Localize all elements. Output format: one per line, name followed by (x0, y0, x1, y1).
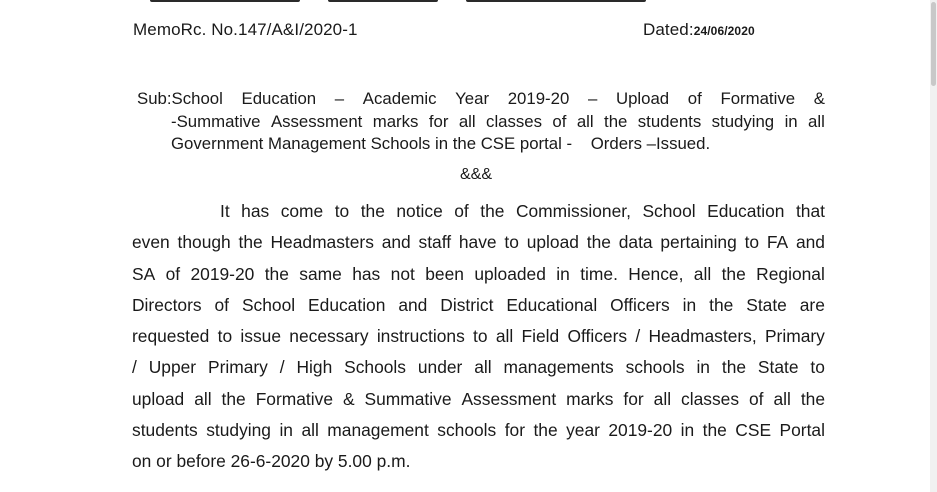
word: marks (372, 111, 419, 131)
dated-value: 24/06/2020 (693, 24, 755, 38)
body-paragraph (132, 196, 825, 478)
word: the (709, 294, 734, 315)
word: Primary (207, 357, 268, 378)
word: classes (486, 111, 543, 131)
word: same (299, 263, 342, 284)
word: data (618, 232, 653, 253)
word: has (241, 201, 270, 221)
scrollbar-thumb[interactable] (931, 2, 936, 86)
word: -Summative (171, 111, 261, 131)
memo-date (643, 20, 755, 40)
word: & (342, 388, 355, 409)
word: / (279, 357, 285, 378)
word: Formative (255, 388, 333, 409)
word: management (327, 420, 429, 441)
word: schools (437, 420, 497, 441)
vertical-scrollbar[interactable] (930, 0, 937, 492)
word: to (473, 326, 488, 347)
word: the (264, 263, 289, 284)
word: marks (566, 388, 614, 409)
body-line (132, 196, 825, 227)
word: to (504, 232, 519, 253)
word: Headmasters, (648, 326, 757, 347)
word: come (280, 201, 324, 221)
word: on or before 26-6-2020 by 5.00 p.m. (132, 451, 411, 472)
word: Field (521, 326, 560, 347)
subject-line-3: Government Management Schools in the CSE portal - Orders –Issued. (171, 134, 711, 153)
word: Formative (720, 89, 796, 108)
word: the (721, 263, 746, 284)
section-separator: &&& (460, 166, 493, 183)
word: pertaining (660, 232, 737, 253)
word: Summative (364, 388, 452, 409)
word: all (194, 388, 212, 409)
word: Portal (779, 420, 825, 441)
word: under (417, 357, 463, 378)
word: / (132, 357, 137, 378)
word: 2019-20 (507, 89, 570, 108)
word: all (773, 388, 791, 409)
word: Education (707, 201, 785, 221)
word: managements (503, 357, 614, 378)
body-line (132, 384, 825, 415)
word: in (696, 357, 710, 378)
word: of (552, 111, 567, 131)
word: uploaded (474, 263, 546, 284)
word: the (480, 201, 505, 221)
word: / (635, 326, 641, 347)
word: to (334, 201, 350, 221)
body-line (132, 352, 825, 383)
word: necessary (289, 326, 369, 347)
memo-header-row (133, 20, 773, 42)
word: not (390, 263, 415, 284)
word: all (458, 111, 476, 131)
word: have (458, 232, 497, 253)
word: instructions (376, 326, 465, 347)
cropped-heading-fragment (150, 0, 670, 2)
word: FA (766, 232, 789, 253)
word: staff (418, 232, 452, 253)
word: Assessment (270, 111, 363, 131)
word: in (279, 420, 293, 441)
word: year (566, 420, 600, 441)
word: Sub:School (137, 89, 223, 108)
word: Upload (615, 89, 670, 108)
word: for (504, 420, 525, 441)
word: Hence, (628, 263, 684, 284)
word: of (214, 294, 230, 315)
word: all (474, 357, 492, 378)
word: Education (241, 89, 317, 108)
word: and (398, 294, 428, 315)
word: all (808, 111, 825, 131)
word: & (813, 89, 825, 108)
word: It (220, 201, 230, 221)
word: Upper (148, 357, 197, 378)
word: Primary (764, 326, 825, 347)
word: School (241, 294, 296, 315)
word: – (334, 89, 345, 108)
word: that (795, 201, 825, 221)
word: has (352, 263, 381, 284)
subject-line-1 (137, 88, 825, 111)
word: Educational (506, 294, 598, 315)
word: the (360, 201, 385, 221)
body-line (132, 290, 825, 321)
word: and (795, 232, 825, 253)
word: Officers (610, 294, 670, 315)
word: all (653, 388, 672, 409)
dated-label: Dated: (643, 20, 694, 39)
word: Assessment (461, 388, 557, 409)
word: all (301, 420, 319, 441)
word: Schools (344, 357, 406, 378)
word: upload (526, 232, 579, 253)
word: the (702, 420, 727, 441)
word: upload (132, 388, 185, 409)
word: schools (625, 357, 685, 378)
word: the (221, 388, 246, 409)
word: the (721, 357, 747, 378)
word: all (495, 326, 514, 347)
word: Officers (567, 326, 628, 347)
word: students (132, 420, 198, 441)
word: been (425, 263, 464, 284)
word: 2019-20 (608, 420, 673, 441)
word: students (637, 111, 702, 131)
word: Regional (756, 263, 825, 284)
body-line (132, 227, 825, 258)
word: the (586, 232, 611, 253)
word: in (682, 294, 697, 315)
word: the (238, 232, 263, 253)
body-line (132, 446, 825, 477)
word: for (428, 111, 449, 131)
word: CSE (735, 420, 772, 441)
word: Academic (362, 89, 437, 108)
word: in (784, 111, 798, 131)
word: all (576, 111, 594, 131)
word: are (799, 294, 825, 315)
word: studying (206, 420, 271, 441)
word: and (381, 232, 411, 253)
word: Headmasters (270, 232, 374, 253)
word: studying (711, 111, 775, 131)
word: of (454, 201, 469, 221)
word: – (587, 89, 598, 108)
word: even (132, 232, 170, 253)
word: to (744, 232, 760, 253)
word: School (642, 201, 696, 221)
word: District (440, 294, 494, 315)
word: to (217, 326, 233, 347)
word: the (604, 111, 628, 131)
word: classes (681, 388, 740, 409)
word: the (800, 388, 825, 409)
word: all (693, 263, 712, 284)
word: Directors (132, 294, 202, 315)
word: issue (240, 326, 282, 347)
word: of (748, 388, 764, 409)
word: the (533, 420, 558, 441)
word: though (177, 232, 231, 253)
body-line (132, 259, 825, 290)
body-line (132, 321, 825, 352)
word: of (165, 263, 181, 284)
word: Year (455, 89, 490, 108)
word: State (757, 357, 799, 378)
word: for (623, 388, 644, 409)
word: to (810, 357, 825, 378)
word: SA (132, 263, 156, 284)
word: of (687, 89, 702, 108)
word: 2019-20 (190, 263, 255, 284)
subject-line-2 (137, 111, 825, 134)
word: in (556, 263, 570, 284)
subject-block (137, 88, 825, 156)
word: time. (580, 263, 618, 284)
word: Commissioner, (515, 201, 631, 221)
body-line (132, 415, 825, 446)
word: High (296, 357, 333, 378)
word: notice (396, 201, 443, 221)
word: Education (308, 294, 386, 315)
word: State (746, 294, 787, 315)
word: requested (132, 326, 210, 347)
word: in (680, 420, 695, 441)
memo-number: MemoRc. No.147/A&I/2020-1 (133, 20, 358, 39)
